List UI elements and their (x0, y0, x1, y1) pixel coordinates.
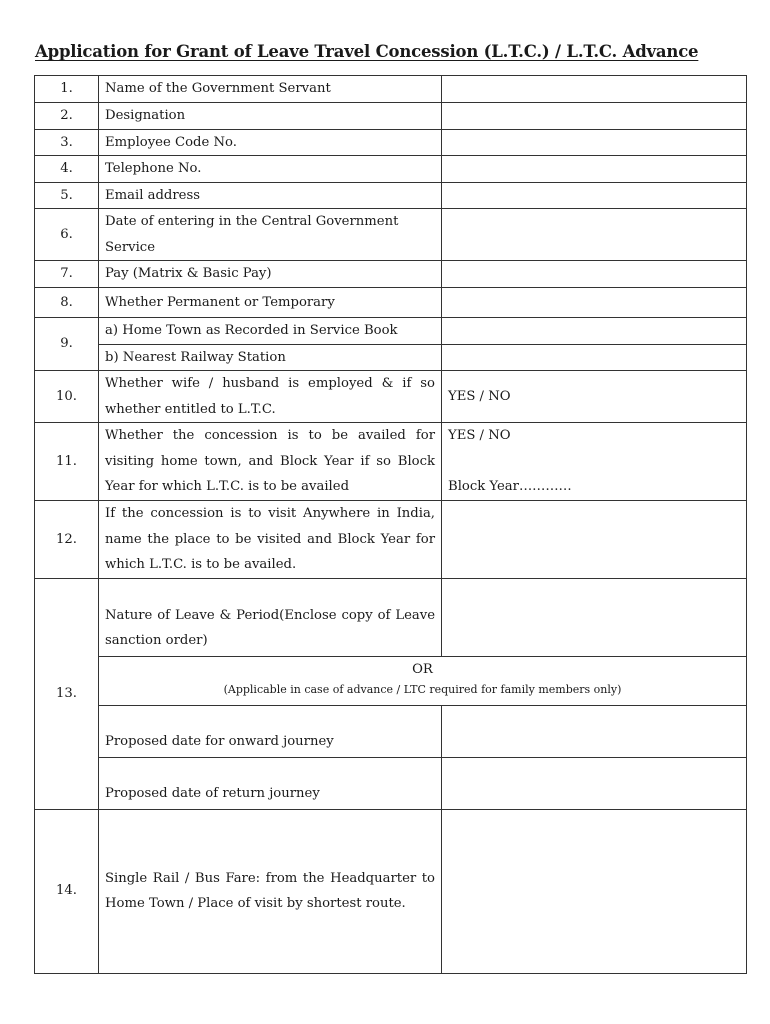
table-row (35, 423, 747, 501)
spacer (448, 449, 740, 474)
or-note: (Applicable in case of advance / LTC required for family members only) (223, 682, 622, 696)
table-row (35, 371, 747, 423)
or-label: OR (412, 661, 433, 677)
field-label-name: Name of the Government Servant (99, 76, 442, 103)
field-value-railway-station[interactable] (442, 344, 747, 371)
block-year-field: Block Year………… (448, 478, 572, 494)
row-number: 7. (35, 261, 99, 288)
row-number: 6. (35, 209, 99, 261)
field-label-spouse-employed: Whether wife / husband is employed & if so whether entitled to L.T.C. (99, 371, 442, 423)
table-row (35, 182, 747, 209)
ltc-application-table (34, 75, 747, 974)
table-row (35, 156, 747, 183)
field-value-date-of-entering[interactable] (442, 209, 747, 261)
table-row (35, 344, 747, 371)
row-number: 1. (35, 76, 99, 103)
table-row (35, 757, 747, 809)
row-number: 4. (35, 156, 99, 183)
row-number: 8. (35, 288, 99, 318)
field-value-permanent-temporary[interactable] (442, 288, 747, 318)
row-number: 11. (35, 423, 99, 501)
field-label-return-journey: Proposed date of return journey (99, 757, 442, 809)
row-number: 14. (35, 809, 99, 973)
table-row (35, 76, 747, 103)
yes-no-option: YES / NO (448, 428, 511, 443)
row-number: 2. (35, 103, 99, 130)
row-number: 12. (35, 501, 99, 579)
field-value-employee-code[interactable] (442, 129, 747, 156)
row-number: 13. (35, 578, 99, 809)
row-number: 9. (35, 318, 99, 371)
field-value-pay[interactable] (442, 261, 747, 288)
table-row (35, 501, 747, 579)
field-value-spouse-employed[interactable]: YES / NO (442, 371, 747, 423)
field-label-email: Email address (99, 182, 442, 209)
table-row (35, 103, 747, 130)
table-row (35, 809, 747, 973)
field-value-return-journey[interactable] (442, 757, 747, 809)
field-label-telephone: Telephone No. (99, 156, 442, 183)
or-separator (99, 656, 747, 705)
field-label-pay: Pay (Matrix & Basic Pay) (99, 261, 442, 288)
field-label-anywhere-in-india: If the concession is to visit Anywhere in India, name the place to be visited and Block Year for which L.T.C. is to be availed. (99, 501, 442, 579)
field-label-designation: Designation (99, 103, 442, 130)
page-title: Application for Grant of Leave Travel Concession (L.T.C.) / L.T.C. Advance (35, 42, 699, 61)
table-row (35, 578, 747, 656)
table-row (35, 656, 747, 705)
field-value-name[interactable] (442, 76, 747, 103)
field-label-nature-of-leave: Nature of Leave & Period(Enclose copy of Leave sanction order) (99, 578, 442, 656)
field-label-home-town: a) Home Town as Recorded in Service Book (99, 318, 442, 345)
field-label-employee-code: Employee Code No. (99, 129, 442, 156)
field-value-anywhere-in-india[interactable] (442, 501, 747, 579)
table-row (35, 318, 747, 345)
field-value-single-fare[interactable] (442, 809, 747, 973)
table-row (35, 261, 747, 288)
field-value-designation[interactable] (442, 103, 747, 130)
row-number: 3. (35, 129, 99, 156)
field-value-home-town-concession[interactable] (442, 423, 747, 501)
field-value-email[interactable] (442, 182, 747, 209)
field-label-railway-station: b) Nearest Railway Station (99, 344, 442, 371)
table-row (35, 705, 747, 757)
field-label-single-fare: Single Rail / Bus Fare: from the Headquarter to Home Town / Place of visit by shortest route. (99, 809, 442, 973)
table-row (35, 129, 747, 156)
field-label-date-of-entering: Date of entering in the Central Government Service (99, 209, 442, 261)
row-number: 5. (35, 182, 99, 209)
field-value-nature-of-leave[interactable] (442, 578, 747, 656)
row-number: 10. (35, 371, 99, 423)
field-label-permanent-temporary: Whether Permanent or Temporary (99, 288, 442, 318)
field-label-home-town-concession: Whether the concession is to be availed for visiting home town, and Block Year if so Block Year for which L.T.C. is to be availed (99, 423, 442, 501)
table-row (35, 209, 747, 261)
field-value-onward-journey[interactable] (442, 705, 747, 757)
table-row (35, 288, 747, 318)
field-value-home-town[interactable] (442, 318, 747, 345)
field-value-telephone[interactable] (442, 156, 747, 183)
field-label-onward-journey: Proposed date for onward journey (99, 705, 442, 757)
